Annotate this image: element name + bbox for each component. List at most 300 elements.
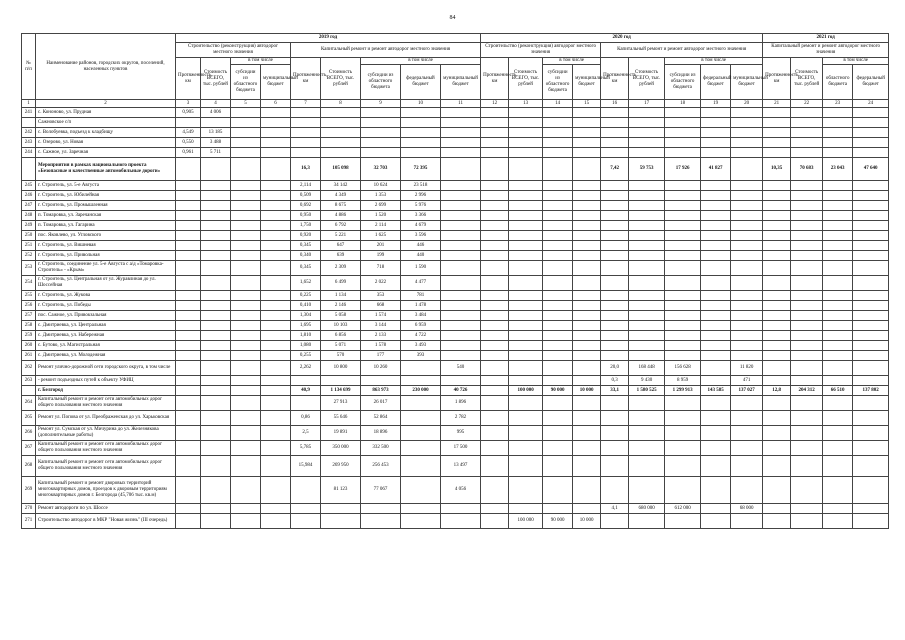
cell-col-19 [701, 201, 731, 211]
cell-col-9 [361, 376, 401, 386]
cell-col-12 [481, 291, 509, 301]
row-number: 268 [22, 456, 36, 477]
cell-col-14: 90 000 [543, 514, 573, 529]
cell-col-13 [509, 441, 543, 456]
col-cost: Стоимость ВСЕГО, тыс. рублей [509, 58, 543, 100]
cell-col-19: 41 827 [701, 158, 731, 181]
cell-col-18 [665, 221, 701, 231]
cell-col-22 [791, 351, 823, 361]
cell-col-5 [231, 441, 261, 456]
cell-col-8 [321, 376, 361, 386]
column-number: 9 [361, 100, 401, 108]
cell-col-21 [763, 376, 791, 386]
cell-col-15 [573, 426, 601, 441]
cell-col-12 [481, 386, 509, 396]
cell-col-8: 350 000 [321, 441, 361, 456]
cell-col-8: 4 886 [321, 211, 361, 221]
cell-col-16: 0,3 [601, 376, 629, 386]
cell-col-22 [791, 108, 823, 118]
cell-col-8: 34 142 [321, 181, 361, 191]
table-row [22, 108, 889, 118]
cell-col-6 [261, 386, 291, 396]
cell-col-16 [601, 201, 629, 211]
cell-col-23 [823, 441, 853, 456]
cell-col-24 [853, 361, 889, 376]
cell-col-18 [665, 441, 701, 456]
cell-col-6 [261, 426, 291, 441]
cell-col-7 [291, 138, 321, 148]
cell-col-22 [791, 341, 823, 351]
cell-col-8: 2 309 [321, 261, 361, 276]
cell-col-10 [401, 128, 441, 138]
cell-col-14 [543, 311, 573, 321]
cell-col-20 [731, 181, 763, 191]
cell-col-24: 47 640 [853, 158, 889, 181]
cell-col-10: 446 [401, 241, 441, 251]
cell-col-14 [543, 341, 573, 351]
cell-col-10: 4 477 [401, 276, 441, 291]
row-name: Ремонт автодороги по ул. Шоссе [36, 504, 176, 514]
cell-col-8 [321, 138, 361, 148]
table-row [22, 514, 889, 529]
col-federal: федеральный бюджет [701, 65, 731, 100]
cell-col-23: 66 510 [823, 386, 853, 396]
cell-col-15 [573, 201, 601, 211]
row-number: 266 [22, 426, 36, 441]
table-row [22, 386, 889, 396]
cell-col-19 [701, 221, 731, 231]
cell-col-21 [763, 261, 791, 276]
cell-col-23 [823, 128, 853, 138]
row-name: с. Дмитриевка, ул. Набережная [36, 331, 176, 341]
cell-col-24 [853, 426, 889, 441]
cell-col-10: 393 [401, 351, 441, 361]
cell-col-21 [763, 138, 791, 148]
cell-col-13 [509, 148, 543, 158]
cell-col-9 [361, 108, 401, 118]
cell-col-5 [231, 181, 261, 191]
cell-col-23 [823, 456, 853, 477]
col-length: Протяженность, км [291, 58, 321, 100]
cell-col-7 [291, 477, 321, 504]
cell-col-9: 10 624 [361, 181, 401, 191]
cell-col-3 [176, 386, 201, 396]
row-number [22, 386, 36, 396]
cell-col-8 [321, 108, 361, 118]
cell-col-11 [441, 191, 481, 201]
cell-col-13: 100 000 [509, 386, 543, 396]
header-year-2020: 2020 год [481, 34, 763, 43]
cell-col-23 [823, 181, 853, 191]
row-name: Сажновское с/п [36, 118, 176, 128]
cell-col-12 [481, 241, 509, 251]
cell-col-23 [823, 276, 853, 291]
cell-col-21 [763, 148, 791, 158]
cell-col-20 [731, 158, 763, 181]
cell-col-17 [629, 191, 665, 201]
cell-col-5 [231, 341, 261, 351]
cell-col-11 [441, 158, 481, 181]
cell-col-3 [176, 221, 201, 231]
cell-col-18 [665, 138, 701, 148]
cell-col-17 [629, 108, 665, 118]
row-number: 256 [22, 301, 36, 311]
cell-col-3 [176, 341, 201, 351]
cell-col-4 [201, 201, 231, 211]
cell-col-10 [401, 477, 441, 504]
table-row [22, 426, 889, 441]
cell-col-14 [543, 351, 573, 361]
cell-col-6 [261, 118, 291, 128]
cell-col-15 [573, 118, 601, 128]
cell-col-7: 0,345 [291, 241, 321, 251]
cell-col-21 [763, 231, 791, 241]
cell-col-4 [201, 386, 231, 396]
cell-col-5 [231, 411, 261, 426]
cell-col-23 [823, 426, 853, 441]
cell-col-9: 2 022 [361, 276, 401, 291]
cell-col-20 [731, 211, 763, 221]
cell-col-6 [261, 181, 291, 191]
cell-col-15 [573, 291, 601, 301]
cell-col-21 [763, 441, 791, 456]
cell-col-5 [231, 386, 261, 396]
cell-col-15 [573, 361, 601, 376]
table-row [22, 128, 889, 138]
cell-col-19 [701, 361, 731, 376]
cell-col-10 [401, 148, 441, 158]
table-body [22, 108, 889, 529]
cell-col-14 [543, 241, 573, 251]
cell-col-10 [401, 456, 441, 477]
cell-col-9: 1 578 [361, 341, 401, 351]
cell-col-8: 8 675 [321, 201, 361, 211]
cell-col-19 [701, 251, 731, 261]
cell-col-18 [665, 341, 701, 351]
cell-col-13 [509, 291, 543, 301]
cell-col-12 [481, 128, 509, 138]
cell-col-13 [509, 361, 543, 376]
cell-col-13 [509, 351, 543, 361]
cell-col-5 [231, 477, 261, 504]
row-name: Ремонт улично-дорожной сети городского округа, в том числе [36, 361, 176, 376]
cell-col-17 [629, 477, 665, 504]
cell-col-20 [731, 118, 763, 128]
cell-col-10: 3 484 [401, 311, 441, 321]
column-number: 23 [823, 100, 853, 108]
cell-col-24 [853, 191, 889, 201]
cell-col-13 [509, 456, 543, 477]
cell-col-8: 269 950 [321, 456, 361, 477]
cell-col-7: 1,652 [291, 276, 321, 291]
col-subsidy: субсидии из областного бюджета [231, 65, 261, 100]
cell-col-22 [791, 276, 823, 291]
cell-col-21 [763, 456, 791, 477]
cell-col-16 [601, 426, 629, 441]
cell-col-16: 7,42 [601, 158, 629, 181]
cell-col-7: 0,225 [291, 291, 321, 301]
cell-col-19: 143 585 [701, 386, 731, 396]
cell-col-11 [441, 341, 481, 351]
cell-col-9 [361, 118, 401, 128]
cell-col-13 [509, 241, 543, 251]
table-row [22, 191, 889, 201]
cell-col-22 [791, 231, 823, 241]
cell-col-19 [701, 118, 731, 128]
cell-col-4 [201, 396, 231, 411]
cell-col-14 [543, 191, 573, 201]
cell-col-15: 10 000 [573, 386, 601, 396]
column-number: 6 [261, 100, 291, 108]
cell-col-21 [763, 221, 791, 231]
cell-col-18 [665, 241, 701, 251]
cell-col-5 [231, 231, 261, 241]
cell-col-14 [543, 211, 573, 221]
cell-col-6 [261, 331, 291, 341]
cell-col-24 [853, 351, 889, 361]
cell-col-4 [201, 514, 231, 529]
cell-col-14 [543, 321, 573, 331]
cell-col-8: 5 071 [321, 341, 361, 351]
cell-col-5 [231, 201, 261, 211]
cell-col-18: 8 959 [665, 376, 701, 386]
cell-col-24 [853, 231, 889, 241]
row-number: 271 [22, 514, 36, 529]
cell-col-5 [231, 241, 261, 251]
cell-col-16 [601, 241, 629, 251]
cell-col-14 [543, 118, 573, 128]
cell-col-21 [763, 181, 791, 191]
cell-col-3 [176, 504, 201, 514]
column-number: 7 [291, 100, 321, 108]
cell-col-14 [543, 291, 573, 301]
cell-col-3 [176, 261, 201, 276]
cell-col-16: 33,1 [601, 386, 629, 396]
cell-col-8 [321, 504, 361, 514]
cell-col-13 [509, 108, 543, 118]
row-number: 251 [22, 241, 36, 251]
cell-col-6 [261, 291, 291, 301]
cell-col-3: 0,961 [176, 148, 201, 158]
cell-col-5 [231, 331, 261, 341]
cell-col-4 [201, 276, 231, 291]
cell-col-3 [176, 211, 201, 221]
cell-col-3 [176, 276, 201, 291]
cell-col-12 [481, 138, 509, 148]
cell-col-6 [261, 201, 291, 211]
cell-col-11: 40 726 [441, 386, 481, 396]
cell-col-13 [509, 261, 543, 276]
row-name: Капитальный ремонт и ремонт сети автомобильных дорог общего пользования местного значения [36, 456, 176, 477]
cell-col-9: 52 864 [361, 411, 401, 426]
row-number: 263 [22, 376, 36, 386]
cell-col-19 [701, 231, 731, 241]
cell-col-8 [321, 118, 361, 128]
cell-col-3 [176, 514, 201, 529]
cell-col-21 [763, 351, 791, 361]
cell-col-8: 6 856 [321, 331, 361, 341]
cell-col-4 [201, 241, 231, 251]
cell-col-7: 0,410 [291, 301, 321, 311]
cell-col-6 [261, 276, 291, 291]
cell-col-4 [201, 441, 231, 456]
cell-col-20: 471 [731, 376, 763, 386]
cell-col-23 [823, 477, 853, 504]
cell-col-4 [201, 231, 231, 241]
cell-col-13 [509, 118, 543, 128]
table-row [22, 118, 889, 128]
cell-col-17 [629, 128, 665, 138]
cell-col-20 [731, 411, 763, 426]
cell-col-24 [853, 211, 889, 221]
cell-col-17 [629, 411, 665, 426]
cell-col-7 [291, 504, 321, 514]
cell-col-23 [823, 291, 853, 301]
cell-col-24 [853, 331, 889, 341]
cell-col-15 [573, 191, 601, 201]
cell-col-10: 5 976 [401, 201, 441, 211]
row-number: 269 [22, 477, 36, 504]
cell-col-3 [176, 456, 201, 477]
cell-col-18 [665, 514, 701, 529]
cell-col-5 [231, 211, 261, 221]
cell-col-15 [573, 261, 601, 276]
cell-col-17 [629, 221, 665, 231]
cell-col-11: 995 [441, 426, 481, 441]
cell-col-17 [629, 291, 665, 301]
col-cost: Стоимость ВСЕГО, тыс. рублей [201, 58, 231, 100]
cell-col-22 [791, 128, 823, 138]
column-number: 20 [731, 100, 763, 108]
cell-col-3 [176, 301, 201, 311]
row-name: г. Строитель, ул. 5-е Августа [36, 181, 176, 191]
cell-col-12 [481, 108, 509, 118]
cell-col-17 [629, 181, 665, 191]
cell-col-8: 5 221 [321, 231, 361, 241]
column-number: 3 [176, 100, 201, 108]
cell-col-19 [701, 261, 731, 276]
column-number: 24 [853, 100, 889, 108]
col-cost: Стоимость ВСЕГО, тыс. рублей [629, 58, 665, 100]
cell-col-6 [261, 321, 291, 331]
header-repair-2021: Капитальный ремонт и ремонт автодорог местного значения [763, 43, 889, 58]
cell-col-8: 4 349 [321, 191, 361, 201]
cell-col-10 [401, 361, 441, 376]
cell-col-22 [791, 118, 823, 128]
cell-col-17 [629, 241, 665, 251]
cell-col-9: 26 017 [361, 396, 401, 411]
cell-col-7 [291, 396, 321, 411]
cell-col-8: 1 134 699 [321, 386, 361, 396]
cell-col-12 [481, 251, 509, 261]
cell-col-4: 5 711 [201, 148, 231, 158]
cell-col-24 [853, 321, 889, 331]
cell-col-3: 0,905 [176, 108, 201, 118]
cell-col-8: 10 103 [321, 321, 361, 331]
cell-col-19 [701, 181, 731, 191]
cell-col-12 [481, 158, 509, 181]
cell-col-12 [481, 411, 509, 426]
cell-col-6 [261, 211, 291, 221]
cell-col-6 [261, 301, 291, 311]
table-row [22, 361, 889, 376]
row-name: с. Дмитриевка, ул. Центральная [36, 321, 176, 331]
cell-col-18 [665, 148, 701, 158]
table-row [22, 301, 889, 311]
table-row [22, 138, 889, 148]
cell-col-3 [176, 311, 201, 321]
col-in-total: в том числе [665, 58, 763, 65]
cell-col-3 [176, 441, 201, 456]
row-number: 261 [22, 351, 36, 361]
cell-col-11 [441, 231, 481, 241]
row-number: 253 [22, 261, 36, 276]
cell-col-3 [176, 376, 201, 386]
row-number: 262 [22, 361, 36, 376]
cell-col-9: 199 [361, 251, 401, 261]
cell-col-17 [629, 321, 665, 331]
cell-col-15 [573, 148, 601, 158]
cell-col-18 [665, 426, 701, 441]
cell-col-10: 230 000 [401, 386, 441, 396]
cell-col-16 [601, 351, 629, 361]
cell-col-11 [441, 331, 481, 341]
cell-col-24 [853, 221, 889, 231]
cell-col-22 [791, 221, 823, 231]
cell-col-16 [601, 321, 629, 331]
cell-col-17 [629, 261, 665, 276]
cell-col-4: 3 488 [201, 138, 231, 148]
cell-col-18 [665, 331, 701, 341]
cell-col-13: 100 000 [509, 514, 543, 529]
cell-col-13 [509, 411, 543, 426]
cell-col-15 [573, 221, 601, 231]
cell-col-14 [543, 376, 573, 386]
col-length: Протяженность, км [176, 58, 201, 100]
column-number: 16 [601, 100, 629, 108]
cell-col-17 [629, 311, 665, 321]
col-municipal: муниципальный бюджет [731, 65, 763, 100]
cell-col-16 [601, 148, 629, 158]
cell-col-8 [321, 148, 361, 158]
cell-col-10: 6 959 [401, 321, 441, 331]
cell-col-8: 55 646 [321, 411, 361, 426]
cell-col-23 [823, 361, 853, 376]
cell-col-16 [601, 441, 629, 456]
cell-col-22 [791, 201, 823, 211]
row-number: 242 [22, 128, 36, 138]
cell-col-11 [441, 301, 481, 311]
col-municipal: муниципальный бюджет [573, 65, 601, 100]
cell-col-17 [629, 201, 665, 211]
cell-col-15 [573, 477, 601, 504]
cell-col-24 [853, 148, 889, 158]
cell-col-13 [509, 321, 543, 331]
col-subsidy: субсидии из областного бюджета [361, 65, 401, 100]
cell-col-7: 1,695 [291, 321, 321, 331]
cell-col-5 [231, 221, 261, 231]
header-construction-2019: Строительство (реконструкция) автодорог местного значения [176, 43, 291, 58]
cell-col-22 [791, 291, 823, 301]
cell-col-5 [231, 276, 261, 291]
cell-col-15 [573, 128, 601, 138]
cell-col-18: 1 299 913 [665, 386, 701, 396]
cell-col-15 [573, 241, 601, 251]
cell-col-18 [665, 301, 701, 311]
cell-col-12 [481, 118, 509, 128]
cell-col-14 [543, 138, 573, 148]
cell-col-9 [361, 504, 401, 514]
